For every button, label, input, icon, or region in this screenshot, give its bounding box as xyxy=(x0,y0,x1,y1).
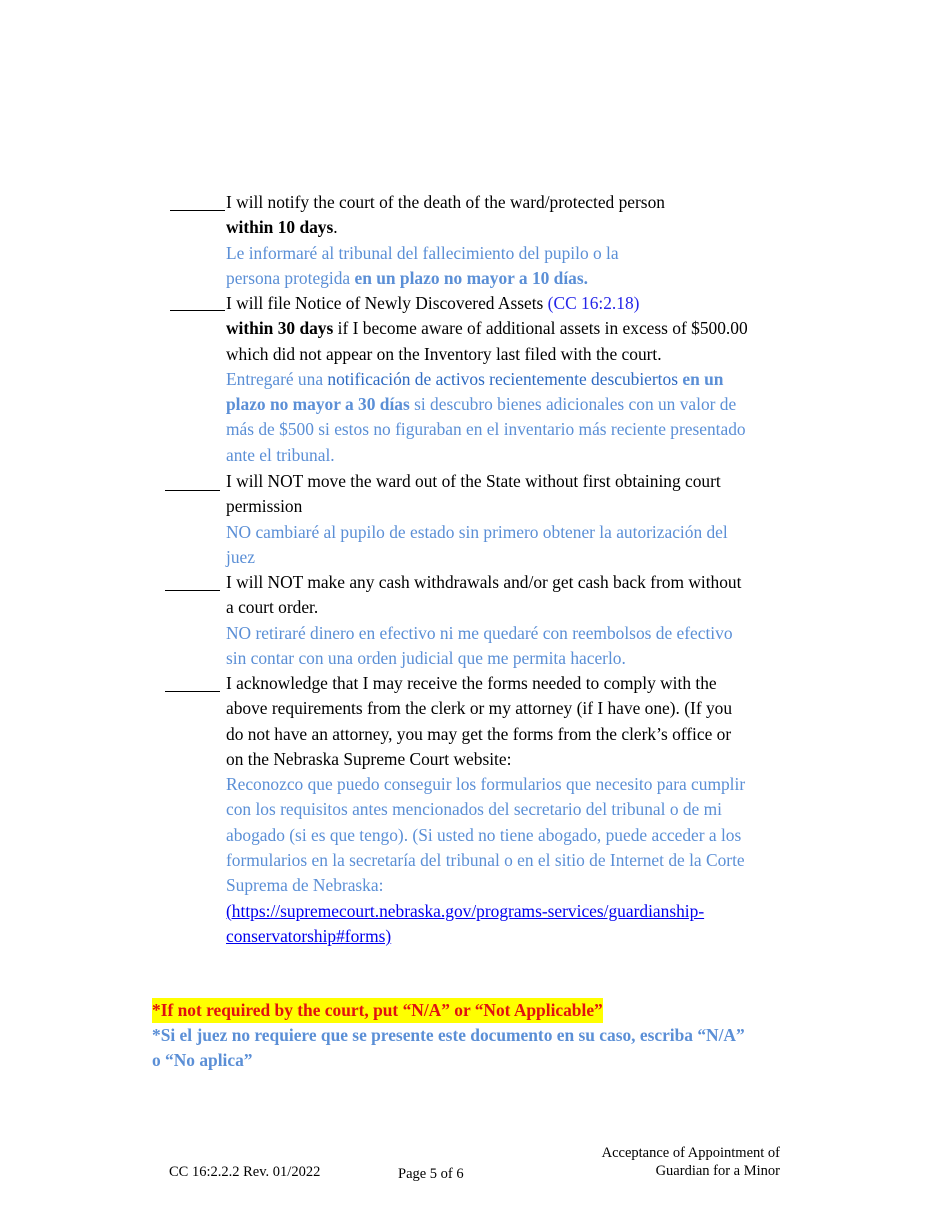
na-warning: *If not required by the court, put “N/A” or “Not Applicable” xyxy=(152,998,603,1023)
initials-blank-3[interactable] xyxy=(165,490,220,491)
item-1: I will notify the court of the death of the ward/protected person within 10 days. Le informaré al tribunal del fallecimiento del pupilo o la persona protegida en un plazo no mayor a 10 días. xyxy=(226,192,665,288)
form-code: CC 16:2.2.2 Rev. 01/2022 xyxy=(169,1164,321,1180)
item-2-ref: (CC 16:2.18) xyxy=(547,293,640,313)
initials-blank-2[interactable] xyxy=(170,310,225,311)
item-5: I acknowledge that I may receive the forms needed to comply with the above requirements from the clerk or my attorney (if I have one). (If you do not have an attorney, you may get the forms from the clerk’s office or on the Nebraska Supreme Court website: Reconozco que puedo conseguir los formularios que necesito para cumplir con los requisitos antes mencionados del secretario del tribunal o de mi abogado (si es que tengo). (Si usted no tiene abogado, puede acceder a los formularios en la secretaría del tribunal o en el sitio de Internet de la Corte Suprema de Nebraska: (https://supremecourt.nebraska.gov/programs-services/guardianship- conservatorship#forms) xyxy=(226,673,746,946)
item-1-es-bold: en un plazo no mayor a 10 días. xyxy=(354,267,588,288)
item-1-en-bold: within 10 days xyxy=(226,217,334,238)
item-2-en-bold: within 30 days xyxy=(226,318,334,339)
forms-link-cont[interactable]: conservatorship#forms) xyxy=(226,925,392,946)
item-2-en: I will file Notice of Newly Discovered Assets xyxy=(226,293,544,313)
item-3: I will NOT move the ward out of the State without first obtaining court permission NO cambiaré al pupilo de estado sin primero obtener la autorización del juez xyxy=(226,471,728,567)
item-1-es: Le informaré al tribunal del fallecimiento del pupilo o la xyxy=(226,242,619,263)
page-number: Page 5 of 6 xyxy=(398,1166,464,1182)
initials-blank-1[interactable] xyxy=(170,210,225,211)
forms-link[interactable]: (https://supremecourt.nebraska.gov/programs-services/guardianship- xyxy=(226,900,705,921)
initials-blank-5[interactable] xyxy=(165,691,220,692)
na-warning-es: *Si el juez no requiere que se presente este documento en su caso, escriba “N/A” o “No aplica” xyxy=(152,1025,745,1071)
item-4: I will NOT make any cash withdrawals and/or get cash back from without a court order. NO retiraré dinero en efectivo ni me quedaré con reembolsos de efectivo sin contar con una orden judicial que me permita hacerlo. xyxy=(226,572,742,668)
item-1-en: I will notify the court of the death of the ward/protected person xyxy=(226,192,665,212)
item-2: I will file Notice of Newly Discovered Assets (CC 16:2.18) within 30 days if I become aware of additional assets in excess of $500.00 which did not appear on the Inventory last filed with the court. Entregaré una notificación de activos recientemente descubiertos en un plazo no mayor a 30 días si descubro bienes adicionales con un valor de más de $500 si estos no figuraban en el inventario más reciente presentado ante el tribunal. xyxy=(226,293,748,465)
form-title: Acceptance of Appointment of Guardian for a Minor xyxy=(601,1145,780,1179)
initials-blank-4[interactable] xyxy=(165,590,220,591)
